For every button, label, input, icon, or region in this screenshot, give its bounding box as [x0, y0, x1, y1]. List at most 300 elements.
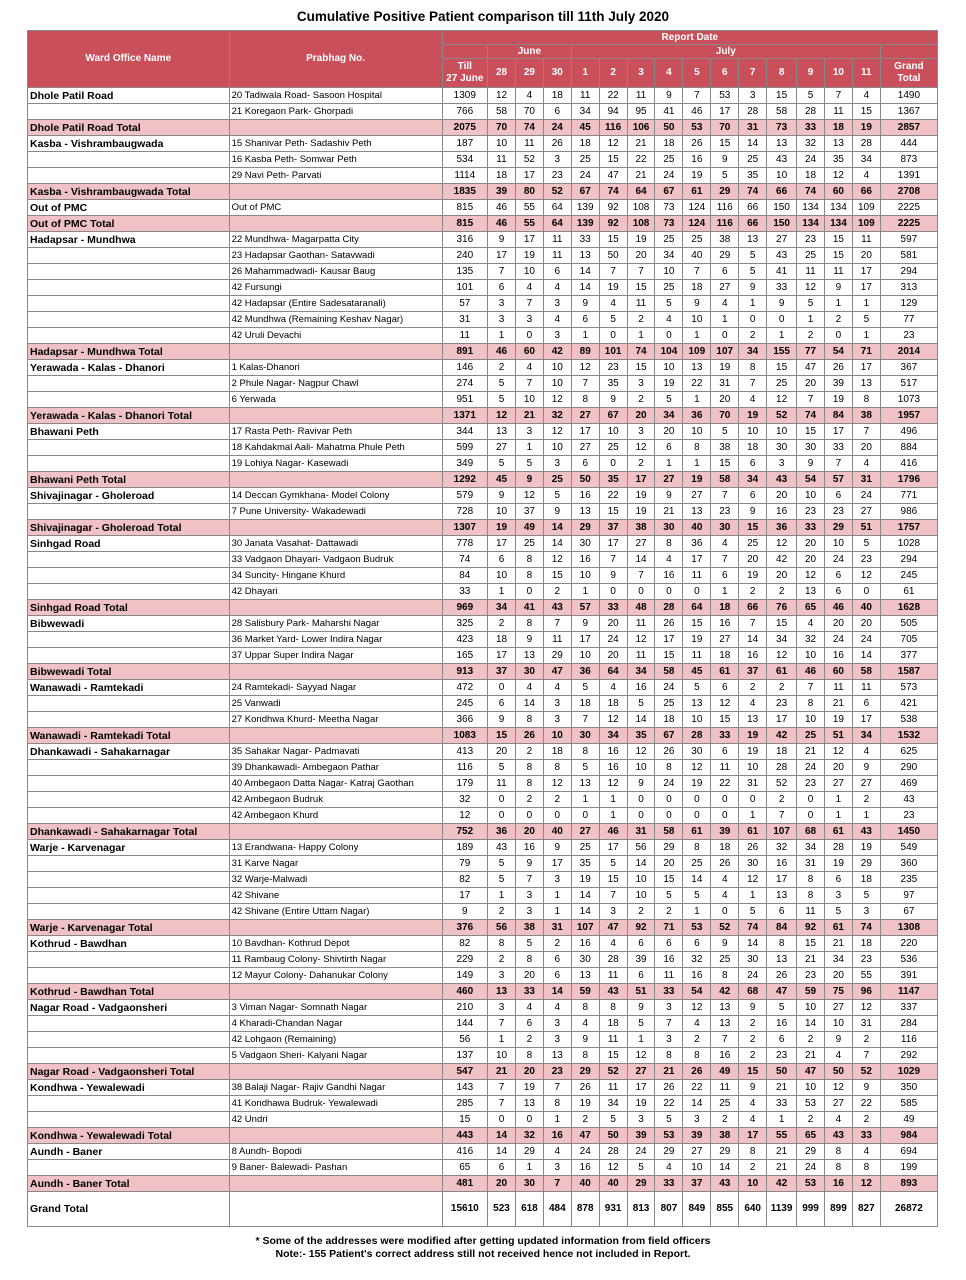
value-cell: 24	[543, 120, 571, 136]
value-cell: 58	[488, 104, 516, 120]
value-cell: 58	[655, 664, 683, 680]
value-cell: 17	[599, 536, 627, 552]
value-cell: 36	[683, 536, 711, 552]
value-cell: 2225	[880, 200, 937, 216]
value-cell: 43	[767, 248, 797, 264]
value-cell: 22	[627, 152, 655, 168]
value-cell: 6	[852, 696, 880, 712]
ward-name-cell	[28, 632, 230, 648]
ward-name-cell: Bibwewadi Total	[28, 664, 230, 680]
value-cell: 27	[824, 1096, 852, 1112]
table-row	[28, 104, 938, 120]
value-cell: 32	[543, 408, 571, 424]
value-cell: 22	[852, 1096, 880, 1112]
value-cell: 33	[767, 1096, 797, 1112]
prabhag-cell	[229, 664, 442, 680]
value-cell: 8	[515, 712, 543, 728]
value-cell: 66	[739, 216, 767, 232]
value-cell: 15	[767, 616, 797, 632]
value-cell: 3	[488, 968, 516, 984]
value-cell: 4	[655, 1160, 683, 1176]
value-cell: 5	[739, 904, 767, 920]
value-cell: 7	[824, 456, 852, 472]
value-cell: 2	[767, 584, 797, 600]
ward-name-cell	[28, 264, 230, 280]
value-cell: 11	[515, 136, 543, 152]
day-header: 9	[797, 59, 825, 88]
ward-name-cell: Out of PMC Total	[28, 216, 230, 232]
value-cell: 36	[683, 408, 711, 424]
value-cell: 1	[655, 456, 683, 472]
table-row	[28, 888, 938, 904]
value-cell: 18	[852, 936, 880, 952]
value-cell: 26	[515, 728, 543, 744]
value-cell: 134	[824, 216, 852, 232]
value-cell: 46	[797, 664, 825, 680]
value-cell: 40	[683, 520, 711, 536]
value-cell: 7	[711, 1032, 739, 1048]
value-cell: 5	[655, 296, 683, 312]
value-cell: 21	[655, 504, 683, 520]
value-cell: 2	[797, 328, 825, 344]
value-cell: 0	[515, 328, 543, 344]
value-cell: 5	[488, 376, 516, 392]
value-cell: 2	[488, 616, 516, 632]
value-cell: 4	[711, 872, 739, 888]
value-cell: 2	[739, 1016, 767, 1032]
value-cell: 597	[880, 232, 937, 248]
value-cell: 52	[515, 152, 543, 168]
value-cell: 4	[711, 888, 739, 904]
value-cell: 17	[515, 232, 543, 248]
ward-total-row	[28, 1176, 938, 1192]
value-cell: 7	[824, 88, 852, 104]
value-cell: 6	[824, 872, 852, 888]
value-cell: 14	[683, 872, 711, 888]
value-cell: 20	[488, 744, 516, 760]
value-cell: 18	[655, 136, 683, 152]
value-cell: 67	[655, 728, 683, 744]
value-cell: 13	[683, 504, 711, 520]
value-cell: 15	[599, 152, 627, 168]
day-header: 4	[655, 59, 683, 88]
value-cell: 47	[767, 984, 797, 1000]
value-cell: 14	[683, 1096, 711, 1112]
value-cell: 10	[515, 264, 543, 280]
value-cell: 14	[571, 904, 599, 920]
value-cell: 50	[571, 472, 599, 488]
value-cell: 38	[515, 920, 543, 936]
value-cell: 25	[739, 152, 767, 168]
table-row	[28, 968, 938, 984]
value-cell: 5	[739, 248, 767, 264]
value-cell: 92	[599, 216, 627, 232]
value-cell: 61	[880, 584, 937, 600]
value-cell: 94	[599, 104, 627, 120]
ward-name-cell: Yerawada - Kalas - Dhanori	[28, 360, 230, 376]
value-cell: 11	[599, 968, 627, 984]
value-cell: 11	[852, 680, 880, 696]
value-cell: 7	[488, 1080, 516, 1096]
prabhag-cell: 22 Mundhwa- Magarpatta City	[229, 232, 442, 248]
prabhag-cell: 3 Viman Nagar- Somnath Nagar	[229, 1000, 442, 1016]
value-cell: 4	[852, 1144, 880, 1160]
value-cell: 1	[599, 808, 627, 824]
value-cell: 52	[543, 184, 571, 200]
value-cell: 108	[627, 200, 655, 216]
value-cell: 55	[515, 216, 543, 232]
value-cell: 67	[599, 408, 627, 424]
value-cell: 538	[880, 712, 937, 728]
value-cell: 1	[711, 584, 739, 600]
prabhag-cell: 18 Kahdakmal Aali- Mahatma Phule Peth	[229, 440, 442, 456]
value-cell: 13	[571, 504, 599, 520]
value-cell: 2	[739, 1048, 767, 1064]
value-cell: 124	[683, 216, 711, 232]
value-cell: 21	[797, 952, 825, 968]
value-cell: 7	[683, 264, 711, 280]
ward-name-cell	[28, 296, 230, 312]
value-cell: 8	[515, 616, 543, 632]
value-cell: 16	[655, 952, 683, 968]
value-cell: 33	[655, 1176, 683, 1192]
value-cell: 43	[543, 600, 571, 616]
prabhag-cell	[229, 216, 442, 232]
value-cell: 13	[515, 1096, 543, 1112]
value-cell: 1	[627, 1032, 655, 1048]
value-cell: 20	[824, 760, 852, 776]
value-cell: 11	[824, 264, 852, 280]
value-cell: 134	[797, 216, 825, 232]
value-cell: 220	[880, 936, 937, 952]
prabhag-cell: 1 Kalas-Dhanori	[229, 360, 442, 376]
value-cell: 25	[767, 376, 797, 392]
value-cell: 4	[515, 360, 543, 376]
value-cell: 0	[683, 584, 711, 600]
value-cell: 28	[767, 760, 797, 776]
value-cell: 9	[852, 1080, 880, 1096]
value-cell: 27	[683, 488, 711, 504]
value-cell: 0	[797, 808, 825, 824]
value-cell: 10	[488, 136, 516, 152]
value-cell: 0	[739, 792, 767, 808]
ward-total-row	[28, 920, 938, 936]
value-cell: 549	[880, 840, 937, 856]
value-cell: 10	[797, 488, 825, 504]
value-cell: 27	[852, 776, 880, 792]
value-cell: 35	[627, 728, 655, 744]
value-cell: 0	[739, 312, 767, 328]
value-cell: 8	[683, 1048, 711, 1064]
value-cell: 12	[599, 776, 627, 792]
value-cell: 4	[797, 616, 825, 632]
prabhag-cell	[229, 824, 442, 840]
value-cell: 12	[797, 568, 825, 584]
value-cell: 421	[880, 696, 937, 712]
value-cell: 56	[442, 1032, 487, 1048]
value-cell: 4	[515, 1000, 543, 1016]
value-cell: 3	[627, 1112, 655, 1128]
value-cell: 31	[739, 120, 767, 136]
value-cell: 32	[797, 632, 825, 648]
value-cell: 0	[599, 328, 627, 344]
grand-total-value: 878	[571, 1192, 599, 1227]
value-cell: 96	[852, 984, 880, 1000]
value-cell: 13	[739, 232, 767, 248]
value-cell: 24	[655, 680, 683, 696]
value-cell: 39	[488, 184, 516, 200]
value-cell: 73	[655, 216, 683, 232]
value-cell: 1	[543, 888, 571, 904]
prabhag-header: Prabhag No.	[229, 31, 442, 88]
value-cell: 19	[852, 840, 880, 856]
value-cell: 11	[655, 968, 683, 984]
footnote-address: * Some of the addresses were modified after getting updated information from field officers	[255, 1235, 711, 1247]
value-cell: 6	[655, 440, 683, 456]
value-cell: 11	[683, 648, 711, 664]
value-cell: 34	[767, 632, 797, 648]
table-row	[28, 200, 938, 216]
value-cell: 26	[683, 136, 711, 152]
value-cell: 134	[797, 200, 825, 216]
value-cell: 35	[571, 856, 599, 872]
value-cell: 31	[852, 1016, 880, 1032]
value-cell: 31	[442, 312, 487, 328]
value-cell: 30	[571, 952, 599, 968]
value-cell: 32	[515, 1128, 543, 1144]
value-cell: 5	[488, 856, 516, 872]
grand-total-value: 1139	[767, 1192, 797, 1227]
value-cell: 39	[711, 824, 739, 840]
value-cell: 106	[627, 120, 655, 136]
day-header: 10	[824, 59, 852, 88]
value-cell: 10	[767, 168, 797, 184]
value-cell: 47	[797, 360, 825, 376]
value-cell: 76	[767, 600, 797, 616]
value-cell: 21	[824, 936, 852, 952]
value-cell: 15	[488, 728, 516, 744]
value-cell: 68	[739, 984, 767, 1000]
value-cell: 1	[852, 296, 880, 312]
value-cell: 6	[767, 904, 797, 920]
value-cell: 45	[488, 472, 516, 488]
value-cell: 16	[599, 744, 627, 760]
value-cell: 17	[683, 552, 711, 568]
value-cell: 47	[599, 920, 627, 936]
value-cell: 18	[797, 168, 825, 184]
value-cell: 13	[571, 248, 599, 264]
value-cell: 18	[571, 696, 599, 712]
value-cell: 30	[711, 520, 739, 536]
ward-name-cell: Nagar Road - Vadgaonsheri Total	[28, 1064, 230, 1080]
value-cell: 32	[683, 952, 711, 968]
ward-name-cell	[28, 1112, 230, 1128]
value-cell: 5	[655, 1112, 683, 1128]
value-cell: 30	[571, 536, 599, 552]
value-cell: 579	[442, 488, 487, 504]
value-cell: 23	[880, 328, 937, 344]
value-cell: 68	[797, 824, 825, 840]
value-cell: 245	[442, 696, 487, 712]
value-cell: 32	[442, 792, 487, 808]
value-cell: 15	[767, 360, 797, 376]
value-cell: 413	[442, 744, 487, 760]
value-cell: 11	[627, 296, 655, 312]
table-row	[28, 488, 938, 504]
value-cell: 74	[739, 920, 767, 936]
value-cell: 30	[515, 664, 543, 680]
value-cell: 24	[852, 632, 880, 648]
blank-cell	[229, 1192, 442, 1227]
prabhag-cell: 12 Mayur Colony- Dahanukar Colony	[229, 968, 442, 984]
value-cell: 7	[627, 264, 655, 280]
value-cell: 2	[767, 792, 797, 808]
value-cell: 23	[852, 552, 880, 568]
value-cell: 2	[543, 584, 571, 600]
value-cell: 27	[683, 1144, 711, 1160]
table-row	[28, 376, 938, 392]
value-cell: 9	[442, 904, 487, 920]
ward-name-cell: Warje - Karvenagar Total	[28, 920, 230, 936]
prabhag-cell: 13 Erandwana- Happy Colony	[229, 840, 442, 856]
value-cell: 55	[767, 1128, 797, 1144]
value-cell: 23	[543, 1064, 571, 1080]
value-cell: 11	[571, 88, 599, 104]
ward-total-row	[28, 344, 938, 360]
value-cell: 6	[711, 264, 739, 280]
value-cell: 13	[711, 1000, 739, 1016]
value-cell: 9	[797, 456, 825, 472]
value-cell: 109	[852, 200, 880, 216]
value-cell: 1	[824, 792, 852, 808]
value-cell: 2708	[880, 184, 937, 200]
value-cell: 97	[880, 888, 937, 904]
value-cell: 1308	[880, 920, 937, 936]
value-cell: 4	[543, 680, 571, 696]
value-cell: 11	[824, 680, 852, 696]
value-cell: 67	[571, 184, 599, 200]
value-cell: 2075	[442, 120, 487, 136]
value-cell: 0	[767, 312, 797, 328]
grand-total-value: 484	[543, 1192, 571, 1227]
value-cell: 21	[627, 168, 655, 184]
value-cell: 5	[767, 1000, 797, 1016]
value-cell: 8	[571, 1000, 599, 1016]
ward-name-cell	[28, 168, 230, 184]
value-cell: 18	[739, 440, 767, 456]
value-cell: 10	[739, 760, 767, 776]
value-cell: 5	[543, 488, 571, 504]
value-cell: 17	[852, 264, 880, 280]
value-cell: 573	[880, 680, 937, 696]
value-cell: 35	[599, 376, 627, 392]
ward-name-cell	[28, 504, 230, 520]
value-cell: 19	[627, 1096, 655, 1112]
value-cell: 7	[571, 712, 599, 728]
value-cell: 70	[711, 408, 739, 424]
grand-total-value: 999	[797, 1192, 825, 1227]
value-cell: 10	[739, 1176, 767, 1192]
value-cell: 15	[824, 232, 852, 248]
value-cell: 3	[852, 904, 880, 920]
ward-name-cell	[28, 104, 230, 120]
value-cell: 7	[852, 1048, 880, 1064]
value-cell: 1073	[880, 392, 937, 408]
value-cell: 20	[599, 648, 627, 664]
ward-name-cell	[28, 888, 230, 904]
value-cell: 24	[571, 1144, 599, 1160]
value-cell: 61	[683, 184, 711, 200]
value-cell: 7	[852, 424, 880, 440]
value-cell: 0	[599, 456, 627, 472]
value-cell: 2	[824, 312, 852, 328]
value-cell: 350	[880, 1080, 937, 1096]
table-row	[28, 424, 938, 440]
ward-name-cell: Hadapsar - Mundhwa Total	[28, 344, 230, 360]
value-cell: 1	[739, 808, 767, 824]
value-cell: 1309	[442, 88, 487, 104]
prabhag-cell: 37 Uppar Super Indira Nagar	[229, 648, 442, 664]
table-row	[28, 504, 938, 520]
value-cell: 5	[852, 312, 880, 328]
value-cell: 7	[515, 296, 543, 312]
value-cell: 1029	[880, 1064, 937, 1080]
value-cell: 20	[627, 248, 655, 264]
value-cell: 10	[797, 1000, 825, 1016]
table-row	[28, 552, 938, 568]
value-cell: 6	[543, 952, 571, 968]
value-cell: 21	[767, 1160, 797, 1176]
value-cell: 14	[797, 1016, 825, 1032]
value-cell: 18	[543, 88, 571, 104]
value-cell: 10	[655, 264, 683, 280]
value-cell: 0	[711, 904, 739, 920]
value-cell: 65	[797, 1128, 825, 1144]
value-cell: 46	[599, 824, 627, 840]
value-cell: 1	[599, 792, 627, 808]
value-cell: 9	[571, 1032, 599, 1048]
value-cell: 16	[824, 648, 852, 664]
prabhag-cell: 21 Koregaon Park- Ghorpadi	[229, 104, 442, 120]
value-cell: 41	[767, 264, 797, 280]
day-header: 3	[627, 59, 655, 88]
value-cell: 8	[739, 360, 767, 376]
value-cell: 18	[488, 168, 516, 184]
value-cell: 6	[571, 456, 599, 472]
value-cell: 0	[711, 808, 739, 824]
value-cell: 29	[852, 856, 880, 872]
value-cell: 116	[711, 200, 739, 216]
value-cell: 66	[767, 184, 797, 200]
ward-name-cell	[28, 152, 230, 168]
value-cell: 12	[852, 1176, 880, 1192]
value-cell: 13	[683, 360, 711, 376]
value-cell: 4	[739, 392, 767, 408]
value-cell: 24	[655, 776, 683, 792]
value-cell: 14	[571, 280, 599, 296]
value-cell: 50	[824, 1064, 852, 1080]
ward-name-cell	[28, 904, 230, 920]
grand-total-label: Grand Total	[28, 1192, 230, 1227]
value-cell: 11	[488, 152, 516, 168]
ward-name-cell: Hadapsar - Mundhwa	[28, 232, 230, 248]
value-cell: 2	[683, 1032, 711, 1048]
value-cell: 8	[797, 888, 825, 904]
value-cell: 4	[599, 936, 627, 952]
prabhag-cell: 31 Karve Nagar	[229, 856, 442, 872]
value-cell: 21	[797, 1048, 825, 1064]
value-cell: 14	[515, 696, 543, 712]
